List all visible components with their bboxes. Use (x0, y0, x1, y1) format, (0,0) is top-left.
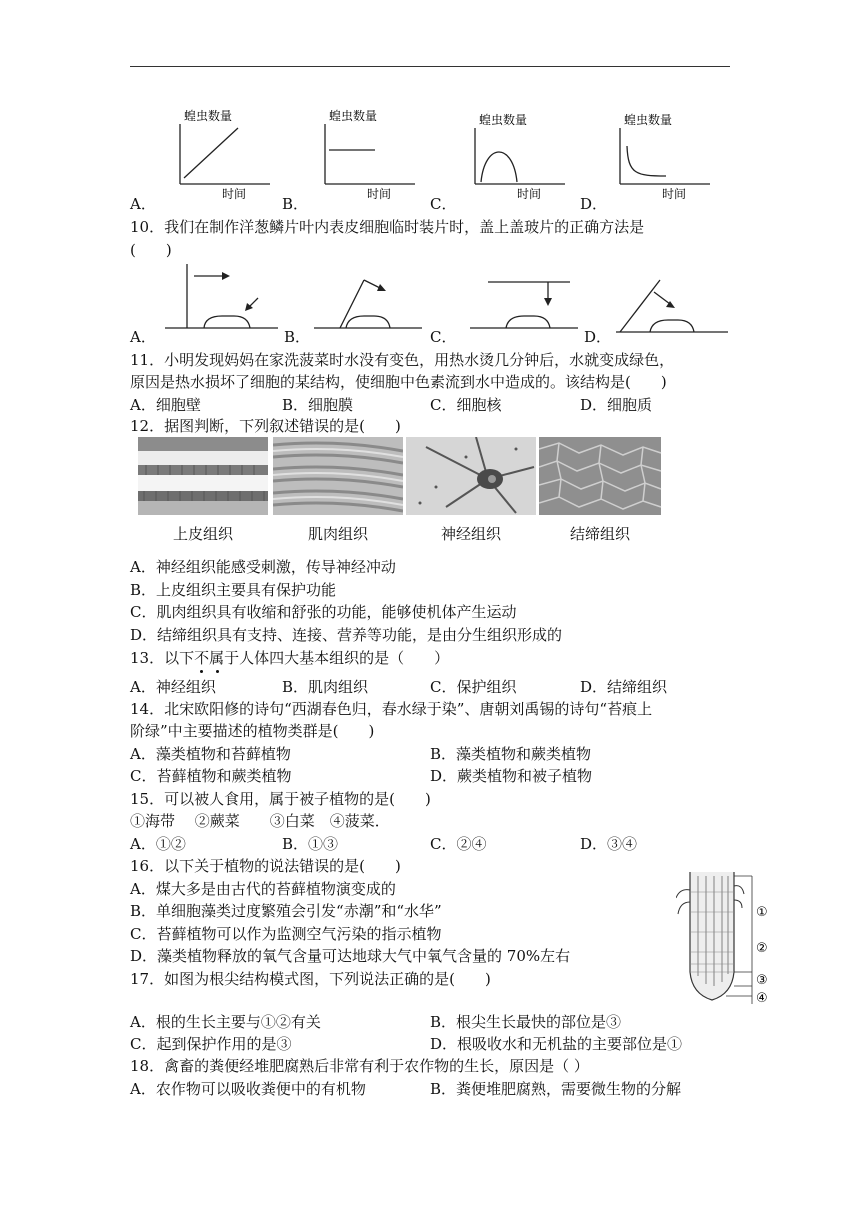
q9-curve-a (184, 128, 238, 178)
q11-stem-line1: 11．小明发现妈妈在家洗菠菜时水没有变色，用热水烫几分钟后，水就变成绿色， (130, 351, 675, 369)
q14-option-d: D．蕨类植物和被子植物 (430, 767, 593, 785)
q17-stem: 17．如图为根尖结构模式图，下列说法正确的是( ) (130, 970, 491, 988)
q13-option-a: A．神经组织 (130, 678, 216, 696)
q9-option-a: A． (130, 195, 156, 213)
connective-tissue-image (539, 437, 669, 515)
q10-option-d: D． (584, 328, 612, 346)
q11-stem-line2: 原因是热水损坏了细胞的某结构，使细胞中色素流到水中造成的。该结构是( ) (130, 373, 667, 391)
q14-stem-line1: 14．北宋欧阳修的诗句“西湖春色归，春水绿于染”、唐朝刘禹锡的诗句“苔痕上 (130, 700, 653, 718)
q12-option-d: D．结缔组织具有支持、连接、营养等功能，是由分生组织形成的 (130, 626, 563, 644)
q15-option-a: A．①② (130, 835, 186, 853)
q9-graph-a-xlabel: 时间 (222, 187, 247, 201)
q9-graph-d-xlabel: 时间 (662, 187, 687, 201)
q10-stem-line2: ( ) (130, 241, 172, 259)
q9-option-d: D． (580, 195, 608, 213)
q9-curve-c (481, 152, 517, 182)
root-tip-diagram (676, 872, 772, 1008)
q13-option-c: C．保护组织 (430, 678, 517, 696)
q16-option-c: C．苔藓植物可以作为监测空气污染的指示植物 (130, 925, 442, 943)
q9-graph-b-ylabel: 蝗虫数量 (329, 109, 378, 123)
q15-items: ①海带 ②蕨菜 ③白菜 ④菠菜． (130, 812, 390, 830)
epithelial-tissue-label: 上皮组织 (172, 525, 233, 543)
q14-option-b: B．藻类植物和蕨类植物 (430, 745, 592, 763)
q18-option-a: A．农作物可以吸收粪便中的有机物 (130, 1080, 366, 1098)
q14-stem-line2: 阶绿”中主要描述的植物类群是( ) (130, 722, 375, 740)
q16-option-b: B．单细胞藻类过度繁殖会引发“赤潮”和“水华” (130, 902, 442, 920)
q17-option-a: A．根的生长主要与①②有关 (130, 1013, 321, 1031)
muscle-tissue-label: 肌肉组织 (307, 525, 368, 543)
muscle-tissue-image (273, 437, 403, 515)
q9-option-b: B． (282, 195, 309, 213)
q9-graph-b (315, 106, 425, 201)
q15-option-d: D．③④ (580, 835, 638, 853)
q9-graph-c-ylabel: 蝗虫数量 (479, 113, 528, 127)
q18-stem: 18．禽畜的粪便经堆肥腐熟后非常有利于农作物的生长，原因是（ ） (130, 1057, 589, 1075)
root-tip-label-3: ③ (756, 973, 768, 988)
q11-option-b: B．细胞膜 (282, 396, 354, 414)
q16-stem: 16．以下关于植物的说法错误的是( ) (130, 857, 401, 875)
q17-option-b: B．根尖生长最快的部位是③ (430, 1013, 622, 1031)
q17-option-c: C．起到保护作用的是③ (130, 1035, 292, 1053)
q9-graph-d (610, 106, 720, 201)
q16-option-a: A．煤大多是由古代的苔藓植物演变成的 (130, 880, 396, 898)
q10-option-b: B． (284, 328, 311, 346)
q15-option-b: B．①③ (282, 835, 339, 853)
q10-option-a: A． (130, 328, 156, 346)
connective-tissue-label: 结缔组织 (569, 525, 630, 543)
q17-option-d: D．根吸收水和无机盐的主要部位是① (430, 1035, 683, 1053)
q9-graph-a-ylabel: 蝗虫数量 (184, 109, 233, 123)
q12-option-a: A．神经组织能感受刺激，传导神经冲动 (130, 558, 396, 576)
q10-diagram-c (470, 282, 578, 328)
header-rule (130, 66, 730, 67)
q9-graph-d-ylabel: 蝗虫数量 (624, 113, 673, 127)
root-tip-label-2: ② (756, 941, 768, 956)
q13-stem: 13．以下不属于人体四大基本组织的是（ ） (130, 649, 450, 667)
emphasis-dot (200, 670, 203, 673)
q10-option-c: C． (430, 328, 457, 346)
q9-graph-c (465, 106, 575, 201)
q10-coverslip-diagrams (130, 258, 740, 338)
root-tip-label-4: ④ (756, 991, 768, 1006)
q11-option-a: A．细胞壁 (130, 396, 201, 414)
q13-option-d: D．结缔组织 (580, 678, 668, 696)
q15-stem: 15．可以被人食用，属于被子植物的是( ) (130, 790, 431, 808)
q10-stem-line1: 10．我们在制作洋葱鳞片叶内表皮细胞临时装片时，盖上盖玻片的正确方法是 (130, 218, 645, 236)
q11-option-d: D．细胞质 (580, 396, 653, 414)
q9-option-c: C． (430, 195, 457, 213)
q10-diagram-d (616, 280, 728, 332)
q13-option-b: B．肌肉组织 (282, 678, 369, 696)
root-tip-label-1: ① (756, 905, 768, 920)
q11-option-c: C．细胞核 (430, 396, 502, 414)
q12-option-b: B．上皮组织主要具有保护功能 (130, 581, 337, 599)
q12-option-c: C．肌肉组织具有收缩和舒张的功能，能够使机体产生运动 (130, 603, 517, 621)
q9-graph-b-xlabel: 时间 (367, 187, 392, 201)
q15-option-c: C．②④ (430, 835, 487, 853)
epithelial-tissue-image (138, 437, 268, 515)
q16-option-d: D．藻类植物释放的氧气含量可达地球大气中氧气含量的 70%左右 (130, 947, 571, 965)
q9-graph-c-xlabel: 时间 (517, 187, 542, 201)
nerve-tissue-label: 神经组织 (440, 525, 501, 543)
q9-curve-d (627, 146, 666, 176)
emphasis-dot (216, 670, 219, 673)
q14-option-a: A．藻类植物和苔藓植物 (130, 745, 291, 763)
q10-diagram-a (165, 264, 278, 328)
nerve-tissue-image (406, 437, 536, 515)
q10-diagram-b (314, 280, 422, 328)
q14-option-c: C．苔藓植物和蕨类植物 (130, 767, 292, 785)
q18-option-b: B．粪便堆肥腐熟，需要微生物的分解 (430, 1080, 682, 1098)
q12-stem: 12．据图判断，下列叙述错误的是( ) (130, 417, 401, 435)
q9-graph-a (170, 106, 280, 201)
